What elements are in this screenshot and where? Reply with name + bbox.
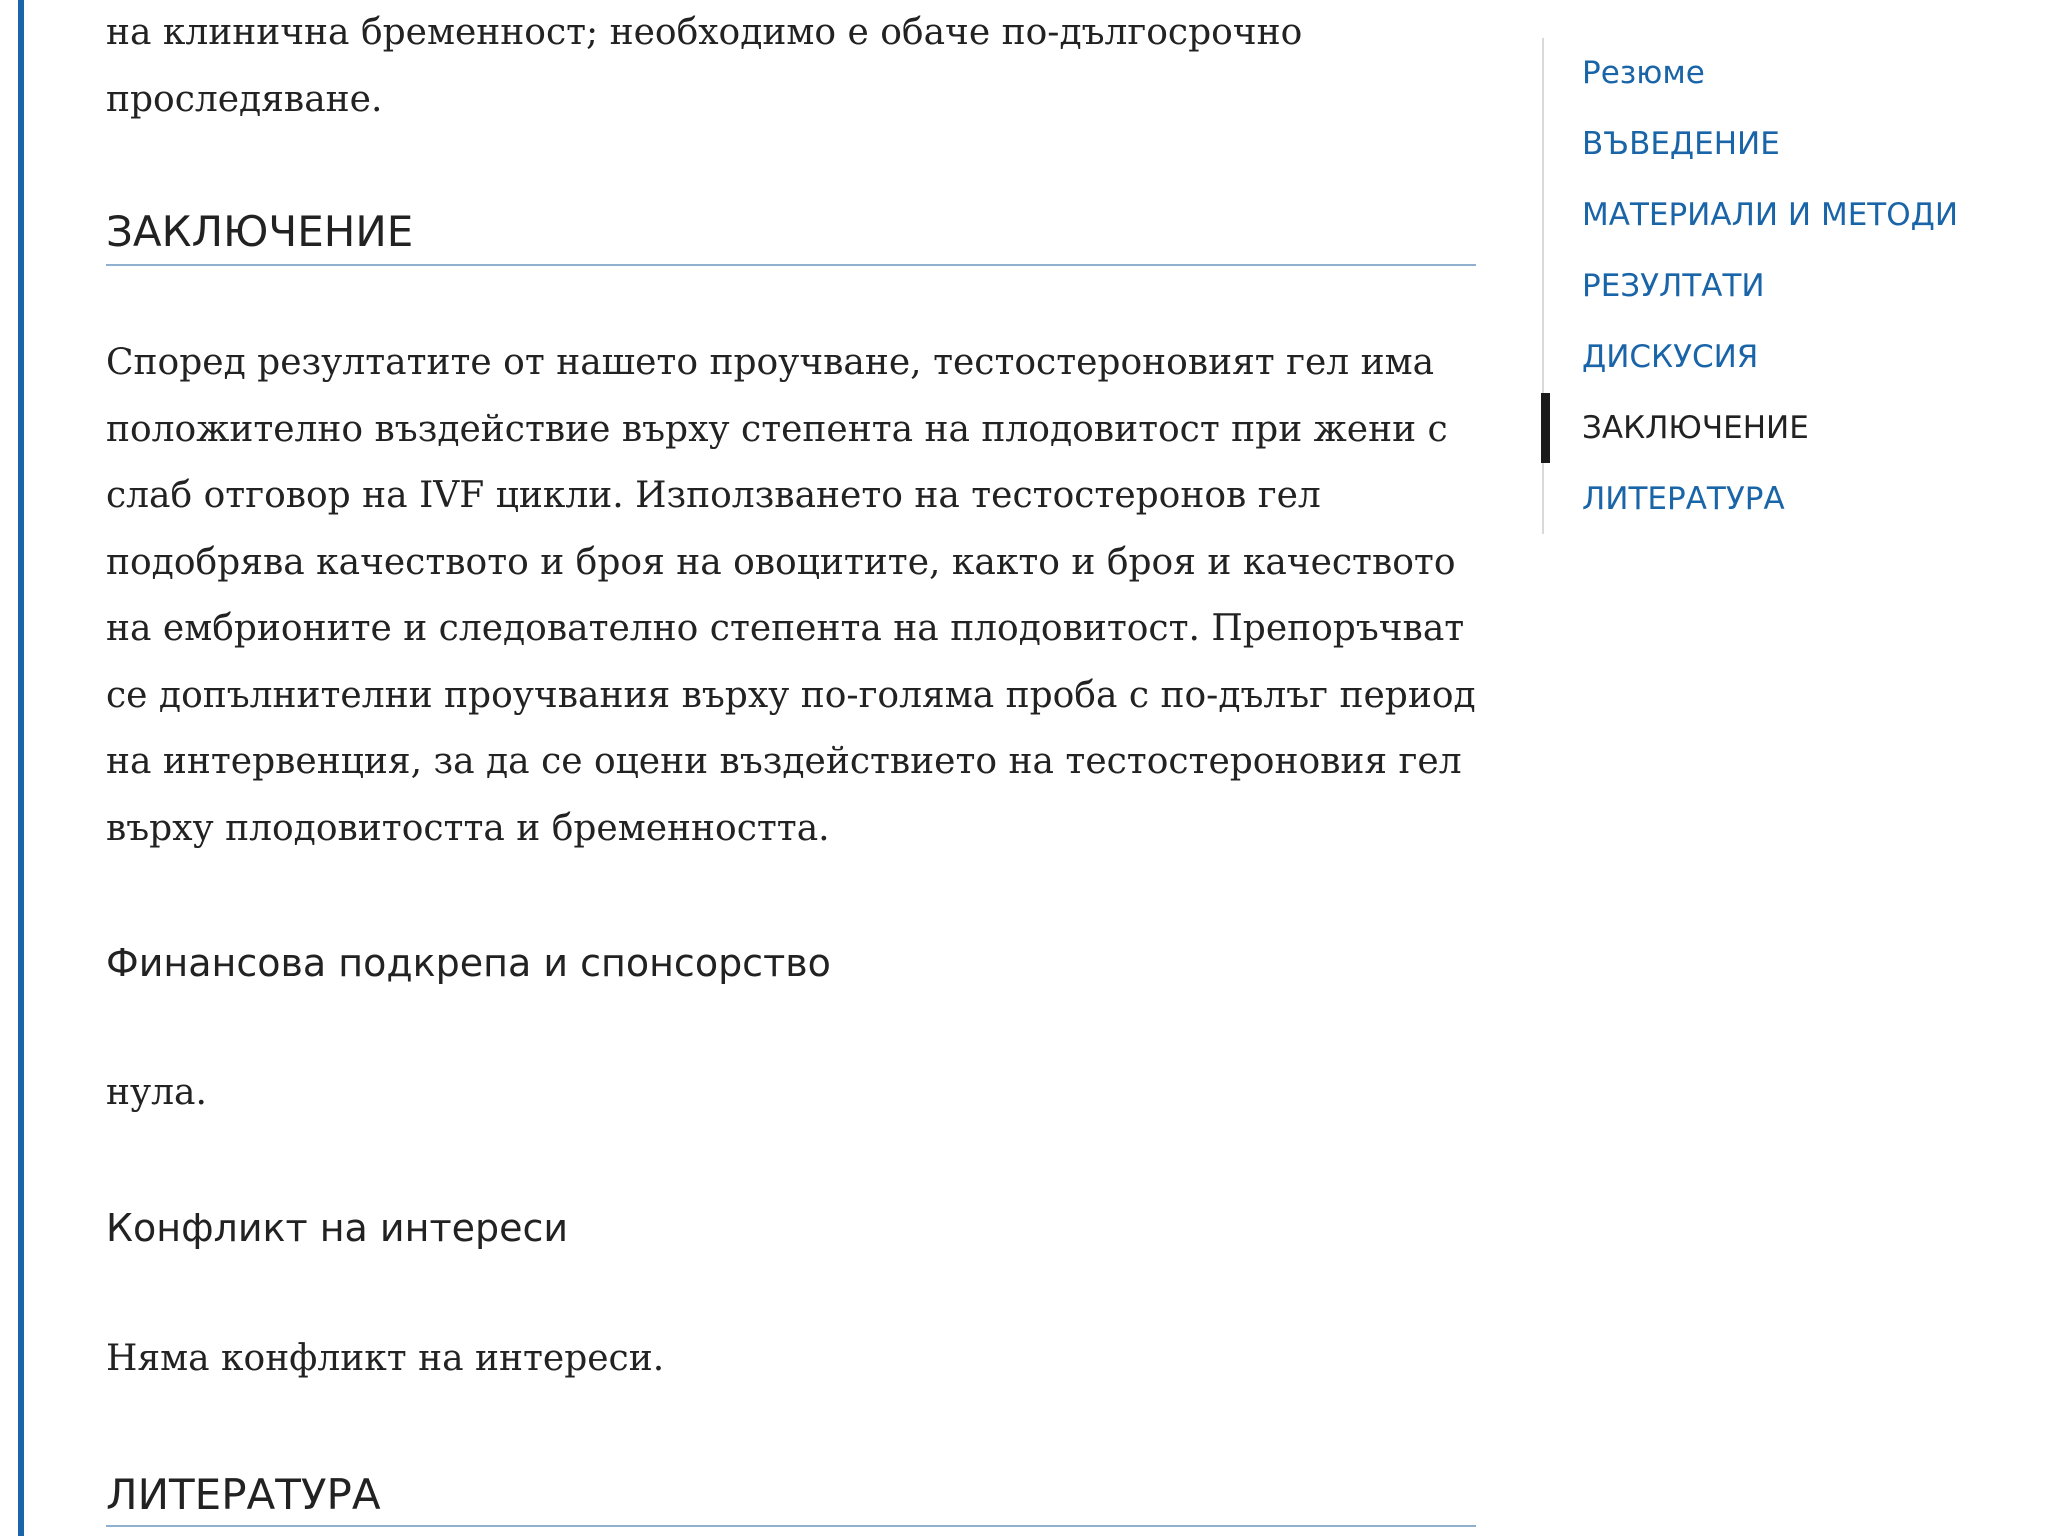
toc-item-introduction[interactable]: ВЪВЕДЕНИЕ — [1582, 126, 1780, 162]
toc-item-summary[interactable]: Резюме — [1582, 55, 1705, 91]
toc-item-conclusion[interactable]: ЗАКЛЮЧЕНИЕ — [1544, 393, 1809, 463]
conclusion-heading: ЗАКЛЮЧЕНИЕ — [106, 200, 1476, 266]
funding-heading: Финансова подкрепа и спонсорство — [106, 941, 831, 985]
left-accent-bar — [18, 0, 24, 1536]
toc-item-results[interactable]: РЕЗУЛТАТИ — [1582, 268, 1765, 304]
toc-item-literature[interactable]: ЛИТЕРАТУРА — [1582, 481, 1785, 517]
conflict-paragraph: Няма конфликт на интереси. — [106, 1338, 665, 1379]
toc-item-discussion[interactable]: ДИСКУСИЯ — [1582, 339, 1759, 375]
conflict-heading: Конфликт на интереси — [106, 1206, 569, 1250]
table-of-contents — [1542, 38, 2024, 534]
funding-paragraph: нула. — [106, 1072, 207, 1113]
conclusion-paragraph: Според резултатите от нашето проучване, тестостероновият гел има положително въздействие върху степента на плодовитост при жени с слаб отговор на IVF цикли. Използването на тестостеронов гел подобрява качеството и броя на овоцитите, както и броя и качеството на ембрионите и следователно степента на плодовитост. Препоръчват се допълнителни проучвания върху по-голяма проба с по-дълъг период на интервенция, за да се оцени въздействието на тестостероновия гел върху плодовитостта и бременността. — [106, 342, 1476, 849]
toc-item-materials-methods[interactable]: МАТЕРИАЛИ И МЕТОДИ — [1582, 197, 1959, 233]
intro-paragraph-tail: на клинична бременност; необходимо е обаче по-дългосрочно проследяване. — [106, 12, 1303, 120]
literature-heading: ЛИТЕРАТУРА — [106, 1465, 1476, 1527]
